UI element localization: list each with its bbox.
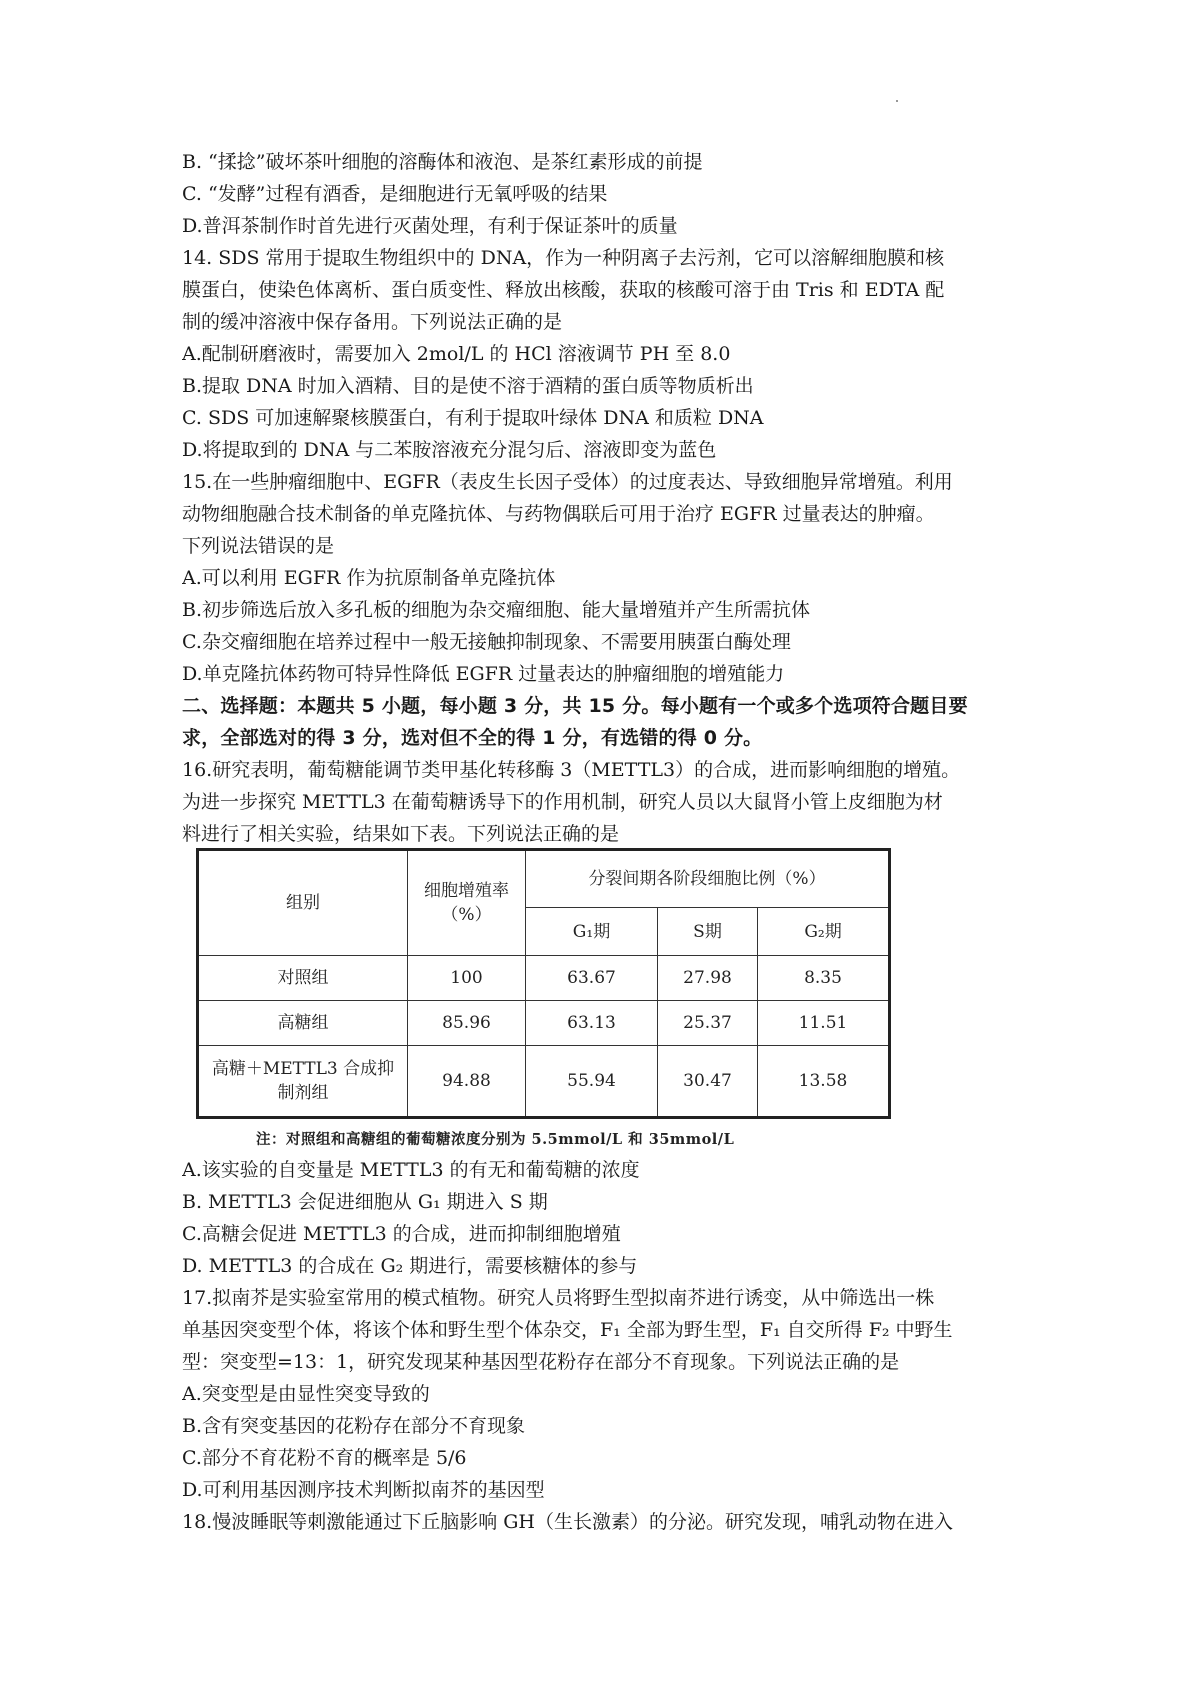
text-line: 18.慢波睡眠等刺激能通过下丘脑影响 GH（生长激素）的分泌。研究发现，哺乳动物在进入 (182, 1511, 954, 1533)
text-line: C. SDS 可加速解聚核膜蛋白，有利于提取叶绿体 DNA 和质粒 DNA (182, 407, 764, 429)
text-line: B.初步筛选后放入多孔板的细胞为杂交瘤细胞、能大量增殖并产生所需抗体 (182, 599, 811, 621)
text-line: A.该实验的自变量是 METTL3 的有无和葡萄糖的浓度 (182, 1159, 640, 1181)
text-line: D.将提取到的 DNA 与二苯胺溶液充分混匀后、溶液即变为蓝色 (182, 439, 717, 461)
row-rate: 100 (408, 956, 526, 1001)
text-line: 动物细胞融合技术制备的单克隆抗体、与药物偶联后可用于治疗 EGFR 过量表达的肿瘤。 (182, 503, 935, 525)
row-group: 高糖组 (198, 1001, 408, 1046)
header-rate-line2: （%） (441, 905, 492, 925)
text-line: 15.在一些肿瘤细胞中、EGFR（表皮生长因子受体）的过度表达、导致细胞异常增殖。利用 (182, 471, 953, 493)
row-g1: 63.13 (526, 1001, 658, 1046)
header-s: S期 (658, 908, 758, 956)
text-line: B.提取 DNA 时加入酒精、目的是使不溶于酒精的蛋白质等物质析出 (182, 375, 754, 397)
row-s: 27.98 (658, 956, 758, 1001)
section-two-heading (182, 690, 1032, 754)
row-g2: 11.51 (758, 1001, 890, 1046)
text-line: 16.研究表明，葡萄糖能调节类甲基化转移酶 3（METTL3）的合成，进而影响细胞的增殖。 (182, 759, 961, 781)
text-line: A.突变型是由显性突变导致的 (182, 1383, 430, 1405)
text-line: C.高糖会促进 METTL3 的合成，进而抑制细胞增殖 (182, 1223, 621, 1245)
text-line: B. “揉捻”破坏茶叶细胞的溶酶体和液泡、是茶红素形成的前提 (182, 151, 703, 173)
text-line: D.可利用基因测序技术判断拟南芥的基因型 (182, 1479, 545, 1501)
row-rate: 85.96 (408, 1001, 526, 1046)
text-line: 14. SDS 常用于提取生物组织中的 DNA，作为一种阴离子去污剂，它可以溶解细胞膜和核 (182, 247, 945, 269)
text-line: 制的缓冲溶液中保存备用。下列说法正确的是 (182, 311, 563, 333)
table-row (198, 1046, 890, 1118)
questions-13-15 (182, 146, 1032, 690)
text-line: 二、选择题：本题共 5 小题，每小题 3 分，共 15 分。每小题有一个或多个选项符合题目要 (182, 695, 968, 717)
text-line: 料进行了相关实验，结果如下表。下列说法正确的是 (182, 823, 620, 845)
scan-speck (896, 100, 898, 102)
row-group (198, 1046, 408, 1118)
row-group-line1: 高糖＋METTL3 合成抑 (211, 1059, 395, 1079)
text-line: D. METTL3 的合成在 G₂ 期进行，需要核糖体的参与 (182, 1255, 638, 1277)
results-table (196, 848, 891, 1119)
text-line: C. “发酵”过程有酒香，是细胞进行无氧呼吸的结果 (182, 183, 608, 205)
text-line: C.部分不育花粉不育的概率是 5/6 (182, 1447, 467, 1469)
table-row (198, 1001, 890, 1046)
text-line: 单基因突变型个体，将该个体和野生型个体杂交，F₁ 全部为野生型，F₁ 自交所得 F₂ 中野生 (182, 1319, 953, 1341)
table-row (198, 956, 890, 1001)
text-line: D.普洱茶制作时首先进行灭菌处理，有利于保证茶叶的质量 (182, 215, 678, 237)
text-line: 型：突变型=13：1，研究发现某种基因型花粉存在部分不育现象。下列说法正确的是 (182, 1351, 900, 1373)
text-line: A.配制研磨液时，需要加入 2mol/L 的 HCl 溶液调节 PH 至 8.0 (182, 343, 731, 365)
row-s: 30.47 (658, 1046, 758, 1118)
text-line: 17.拟南芥是实验室常用的模式植物。研究人员将野生型拟南芥进行诱变，从中筛选出一株 (182, 1287, 935, 1309)
row-group-line2: 制剂组 (277, 1083, 329, 1103)
row-g1: 63.67 (526, 956, 658, 1001)
text-line: D.单克隆抗体药物可特异性降低 EGFR 过量表达的肿瘤细胞的增殖能力 (182, 663, 785, 685)
text-line: A.可以利用 EGFR 作为抗原制备单克隆抗体 (182, 567, 556, 589)
text-line: C.杂交瘤细胞在培养过程中一般无接触抑制现象、不需要用胰蛋白酶处理 (182, 631, 791, 653)
row-g2: 13.58 (758, 1046, 890, 1118)
row-g2: 8.35 (758, 956, 890, 1001)
row-group: 对照组 (198, 956, 408, 1001)
text-line: B.含有突变基因的花粉存在部分不育现象 (182, 1415, 526, 1437)
results-table-wrapper (196, 848, 888, 1119)
questions-16-18 (182, 1154, 1032, 1538)
row-s: 25.37 (658, 1001, 758, 1046)
text-line: 求，全部选对的得 3 分，选对但不全的得 1 分，有选错的得 0 分。 (182, 727, 763, 749)
header-rate-line1: 细胞增殖率 (424, 881, 509, 901)
row-g1: 55.94 (526, 1046, 658, 1118)
row-rate: 94.88 (408, 1046, 526, 1118)
header-g1: G₁期 (526, 908, 658, 956)
header-rate (408, 850, 526, 956)
header-group: 组别 (198, 850, 408, 956)
table-note: 注：对照组和高糖组的葡萄糖浓度分别为 5.5mmol/L 和 35mmol/L (256, 1131, 735, 1148)
header-phase-title: 分裂间期各阶段细胞比例（%） (526, 850, 890, 908)
text-line: 膜蛋白，使染色体离析、蛋白质变性、释放出核酸，获取的核酸可溶于由 Tris 和 EDTA 配 (182, 279, 945, 301)
text-line: 为进一步探究 METTL3 在葡萄糖诱导下的作用机制，研究人员以大鼠肾小管上皮细胞为材 (182, 791, 943, 813)
header-g2: G₂期 (758, 908, 890, 956)
text-line: 下列说法错误的是 (182, 535, 335, 557)
question-16-stem (182, 754, 1032, 850)
text-line: B. METTL3 会促进细胞从 G₁ 期进入 S 期 (182, 1191, 548, 1213)
